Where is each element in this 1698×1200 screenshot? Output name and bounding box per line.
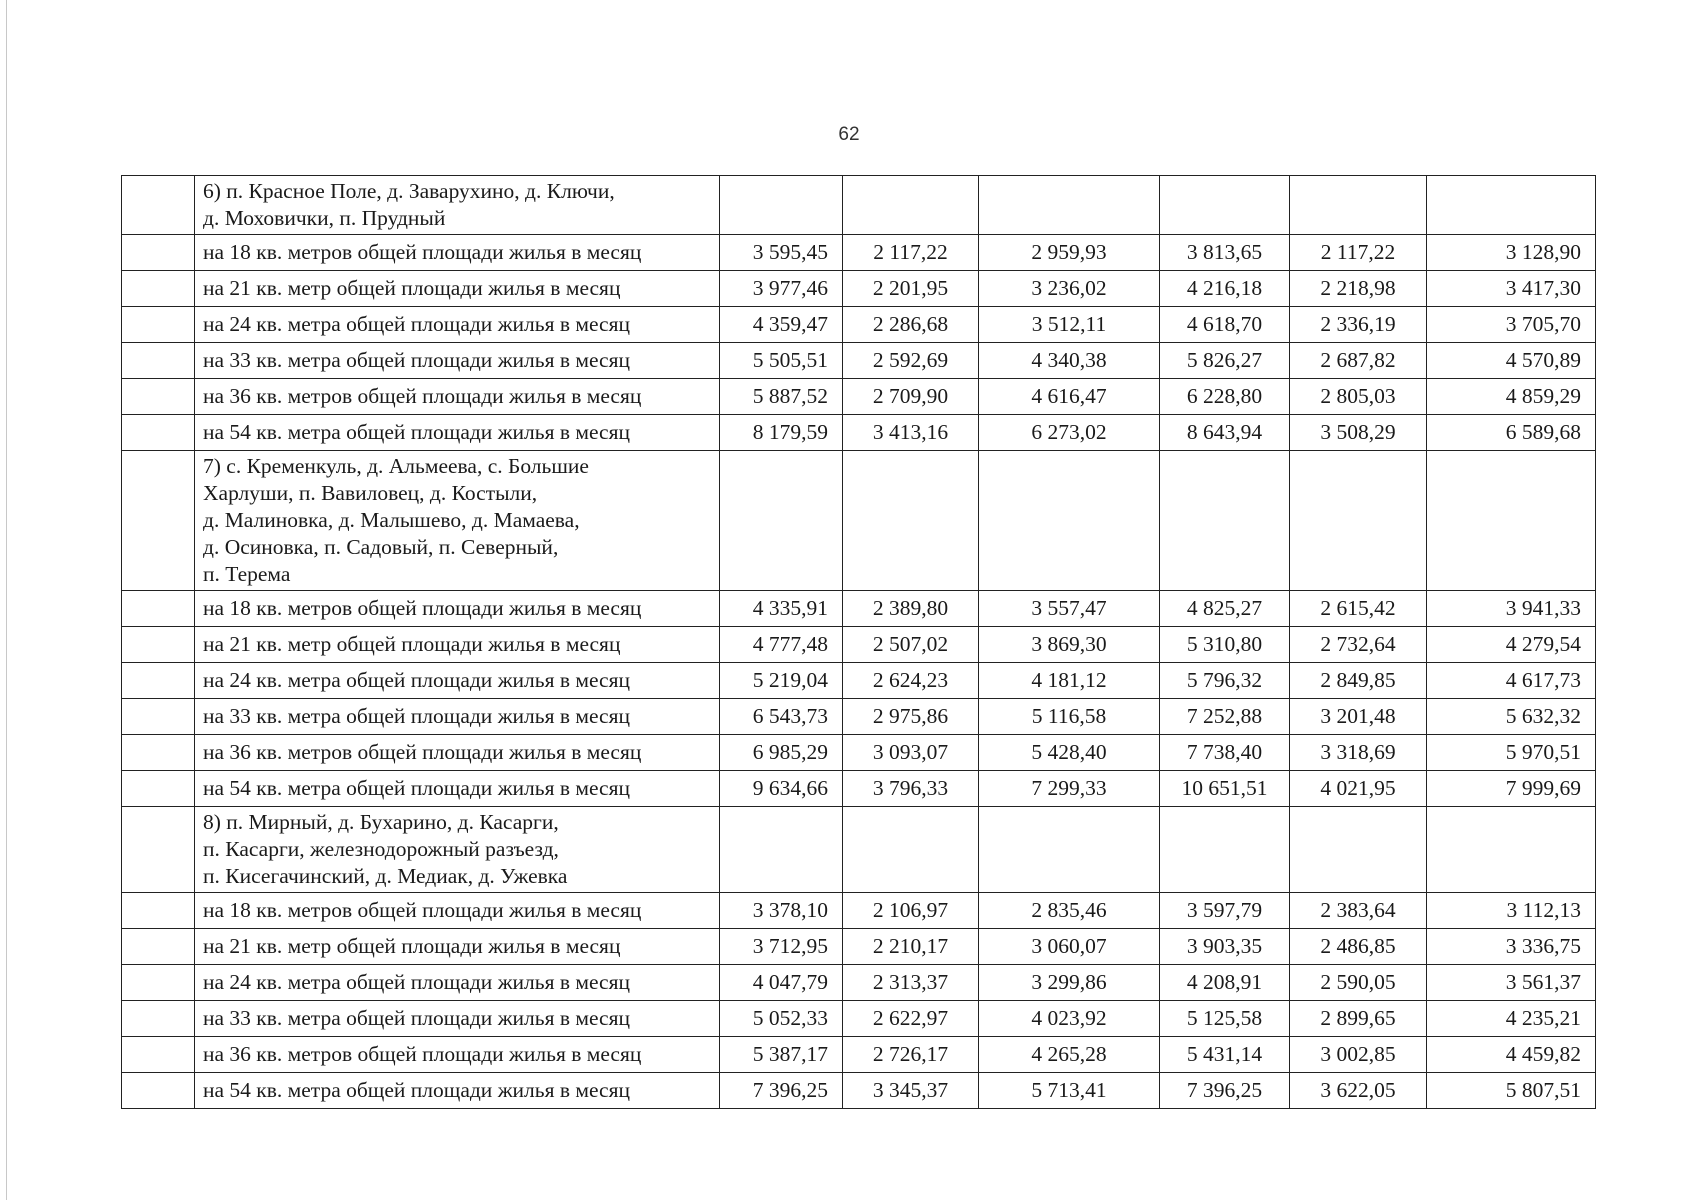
row-label: на 24 кв. метра общей площади жилья в месяц <box>195 965 720 1001</box>
value-cell: 4 359,47 <box>720 307 843 343</box>
value-cell: 4 023,92 <box>979 1001 1160 1037</box>
table-row <box>122 929 1596 965</box>
value-cell: 3 595,45 <box>720 235 843 271</box>
blank-cell <box>122 591 195 627</box>
row-label: на 54 кв. метра общей площади жилья в месяц <box>195 771 720 807</box>
empty-value-cell <box>1290 176 1427 235</box>
value-cell: 5 125,58 <box>1160 1001 1290 1037</box>
empty-value-cell <box>843 807 979 893</box>
value-cell: 2 117,22 <box>843 235 979 271</box>
value-cell: 4 335,91 <box>720 591 843 627</box>
value-cell: 7 299,33 <box>979 771 1160 807</box>
value-cell: 3 813,65 <box>1160 235 1290 271</box>
blank-cell <box>122 627 195 663</box>
value-cell: 7 396,25 <box>720 1073 843 1109</box>
blank-cell <box>122 343 195 379</box>
value-cell: 4 617,73 <box>1427 663 1596 699</box>
value-cell: 6 985,29 <box>720 735 843 771</box>
group-heading-row <box>122 451 1596 591</box>
value-cell: 2 286,68 <box>843 307 979 343</box>
value-cell: 3 869,30 <box>979 627 1160 663</box>
value-cell: 3 336,75 <box>1427 929 1596 965</box>
empty-value-cell <box>1290 451 1427 591</box>
empty-value-cell <box>720 176 843 235</box>
empty-value-cell <box>843 176 979 235</box>
group-heading-line: п. Кисегачинский, д. Медиак, д. Ужевка <box>203 864 568 888</box>
value-cell: 2 726,17 <box>843 1037 979 1073</box>
value-cell: 3 318,69 <box>1290 735 1427 771</box>
row-label: на 21 кв. метр общей площади жилья в месяц <box>195 929 720 965</box>
value-cell: 2 615,42 <box>1290 591 1427 627</box>
blank-cell <box>122 451 195 591</box>
group-heading-line: д. Осиновка, п. Садовый, п. Северный, <box>203 535 559 559</box>
table-row <box>122 415 1596 451</box>
value-cell: 2 687,82 <box>1290 343 1427 379</box>
table-row <box>122 771 1596 807</box>
value-cell: 3 093,07 <box>843 735 979 771</box>
group-heading-line: д. Моховички, п. Прудный <box>203 206 446 230</box>
value-cell: 3 622,05 <box>1290 1073 1427 1109</box>
value-cell: 3 002,85 <box>1290 1037 1427 1073</box>
blank-cell <box>122 235 195 271</box>
value-cell: 7 396,25 <box>1160 1073 1290 1109</box>
empty-value-cell <box>1160 176 1290 235</box>
group-heading-line: д. Малиновка, д. Малышево, д. Мамаева, <box>203 508 580 532</box>
table-row <box>122 627 1596 663</box>
value-cell: 3 201,48 <box>1290 699 1427 735</box>
tariff-table <box>121 175 1596 1109</box>
value-cell: 3 941,33 <box>1427 591 1596 627</box>
empty-value-cell <box>1160 807 1290 893</box>
page-number: 62 <box>838 124 860 145</box>
value-cell: 3 508,29 <box>1290 415 1427 451</box>
table-row <box>122 307 1596 343</box>
value-cell: 3 417,30 <box>1427 271 1596 307</box>
group-heading <box>195 176 720 235</box>
table-row <box>122 379 1596 415</box>
value-cell: 3 060,07 <box>979 929 1160 965</box>
value-cell: 2 899,65 <box>1290 1001 1427 1037</box>
blank-cell <box>122 1001 195 1037</box>
value-cell: 6 228,80 <box>1160 379 1290 415</box>
value-cell: 5 505,51 <box>720 343 843 379</box>
empty-value-cell <box>1427 176 1596 235</box>
value-cell: 5 970,51 <box>1427 735 1596 771</box>
blank-cell <box>122 663 195 699</box>
value-cell: 5 052,33 <box>720 1001 843 1037</box>
table-row <box>122 271 1596 307</box>
value-cell: 2 805,03 <box>1290 379 1427 415</box>
table-row <box>122 1037 1596 1073</box>
blank-cell <box>122 176 195 235</box>
table-body <box>122 176 1596 1109</box>
value-cell: 5 826,27 <box>1160 343 1290 379</box>
value-cell: 5 887,52 <box>720 379 843 415</box>
value-cell: 3 413,16 <box>843 415 979 451</box>
blank-cell <box>122 929 195 965</box>
value-cell: 5 632,32 <box>1427 699 1596 735</box>
blank-cell <box>122 699 195 735</box>
table-row <box>122 343 1596 379</box>
blank-cell <box>122 379 195 415</box>
row-label: на 24 кв. метра общей площади жилья в месяц <box>195 663 720 699</box>
table-row <box>122 1073 1596 1109</box>
value-cell: 2 709,90 <box>843 379 979 415</box>
blank-cell <box>122 271 195 307</box>
value-cell: 4 859,29 <box>1427 379 1596 415</box>
value-cell: 3 299,86 <box>979 965 1160 1001</box>
empty-value-cell <box>1427 807 1596 893</box>
value-cell: 3 561,37 <box>1427 965 1596 1001</box>
group-heading-row <box>122 807 1596 893</box>
row-label: на 36 кв. метров общей площади жилья в месяц <box>195 735 720 771</box>
value-cell: 7 252,88 <box>1160 699 1290 735</box>
row-label: на 54 кв. метра общей площади жилья в месяц <box>195 1073 720 1109</box>
table-row <box>122 591 1596 627</box>
value-cell: 8 179,59 <box>720 415 843 451</box>
row-label: на 33 кв. метра общей площади жилья в месяц <box>195 1001 720 1037</box>
group-heading <box>195 807 720 893</box>
row-label: на 54 кв. метра общей площади жилья в месяц <box>195 415 720 451</box>
table-row <box>122 735 1596 771</box>
value-cell: 2 336,19 <box>1290 307 1427 343</box>
value-cell: 5 387,17 <box>720 1037 843 1073</box>
table-row <box>122 699 1596 735</box>
value-cell: 3 597,79 <box>1160 893 1290 929</box>
value-cell: 2 732,64 <box>1290 627 1427 663</box>
empty-value-cell <box>720 807 843 893</box>
value-cell: 3 705,70 <box>1427 307 1596 343</box>
blank-cell <box>122 893 195 929</box>
value-cell: 4 340,38 <box>979 343 1160 379</box>
value-cell: 3 977,46 <box>720 271 843 307</box>
row-label: на 33 кв. метра общей площади жилья в месяц <box>195 699 720 735</box>
value-cell: 5 310,80 <box>1160 627 1290 663</box>
row-label: на 21 кв. метр общей площади жилья в месяц <box>195 627 720 663</box>
value-cell: 3 712,95 <box>720 929 843 965</box>
empty-value-cell <box>1427 451 1596 591</box>
value-cell: 4 618,70 <box>1160 307 1290 343</box>
value-cell: 2 389,80 <box>843 591 979 627</box>
value-cell: 4 181,12 <box>979 663 1160 699</box>
value-cell: 4 777,48 <box>720 627 843 663</box>
value-cell: 2 201,95 <box>843 271 979 307</box>
value-cell: 2 210,17 <box>843 929 979 965</box>
table-row <box>122 663 1596 699</box>
table-row <box>122 893 1596 929</box>
value-cell: 6 589,68 <box>1427 415 1596 451</box>
value-cell: 2 486,85 <box>1290 929 1427 965</box>
row-label: на 36 кв. метров общей площади жилья в месяц <box>195 1037 720 1073</box>
value-cell: 2 959,93 <box>979 235 1160 271</box>
row-label: на 21 кв. метр общей площади жилья в месяц <box>195 271 720 307</box>
row-label: на 33 кв. метра общей площади жилья в месяц <box>195 343 720 379</box>
value-cell: 10 651,51 <box>1160 771 1290 807</box>
value-cell: 4 279,54 <box>1427 627 1596 663</box>
group-heading-line: 8) п. Мирный, д. Бухарино, д. Касарги, <box>203 810 559 834</box>
blank-cell <box>122 771 195 807</box>
value-cell: 2 624,23 <box>843 663 979 699</box>
value-cell: 3 128,90 <box>1427 235 1596 271</box>
value-cell: 5 219,04 <box>720 663 843 699</box>
blank-cell <box>122 415 195 451</box>
value-cell: 2 383,64 <box>1290 893 1427 929</box>
value-cell: 9 634,66 <box>720 771 843 807</box>
value-cell: 2 849,85 <box>1290 663 1427 699</box>
value-cell: 2 622,97 <box>843 1001 979 1037</box>
value-cell: 4 265,28 <box>979 1037 1160 1073</box>
value-cell: 2 313,37 <box>843 965 979 1001</box>
row-label: на 18 кв. метров общей площади жилья в месяц <box>195 235 720 271</box>
row-label: на 18 кв. метров общей площади жилья в месяц <box>195 893 720 929</box>
group-heading-line: 6) п. Красное Поле, д. Заварухино, д. Ключи, <box>203 179 615 203</box>
value-cell: 3 557,47 <box>979 591 1160 627</box>
value-cell: 6 543,73 <box>720 699 843 735</box>
blank-cell <box>122 307 195 343</box>
value-cell: 2 975,86 <box>843 699 979 735</box>
value-cell: 4 235,21 <box>1427 1001 1596 1037</box>
value-cell: 4 825,27 <box>1160 591 1290 627</box>
blank-cell <box>122 965 195 1001</box>
value-cell: 3 345,37 <box>843 1073 979 1109</box>
value-cell: 4 216,18 <box>1160 271 1290 307</box>
value-cell: 2 106,97 <box>843 893 979 929</box>
value-cell: 3 903,35 <box>1160 929 1290 965</box>
value-cell: 4 616,47 <box>979 379 1160 415</box>
value-cell: 7 738,40 <box>1160 735 1290 771</box>
value-cell: 2 117,22 <box>1290 235 1427 271</box>
value-cell: 5 713,41 <box>979 1073 1160 1109</box>
value-cell: 4 047,79 <box>720 965 843 1001</box>
value-cell: 5 807,51 <box>1427 1073 1596 1109</box>
value-cell: 4 570,89 <box>1427 343 1596 379</box>
empty-value-cell <box>720 451 843 591</box>
blank-cell <box>122 1037 195 1073</box>
row-label: на 24 кв. метра общей площади жилья в месяц <box>195 307 720 343</box>
empty-value-cell <box>843 451 979 591</box>
value-cell: 3 796,33 <box>843 771 979 807</box>
group-heading-line: п. Терема <box>203 562 291 586</box>
scan-margin-line <box>6 0 7 1200</box>
value-cell: 6 273,02 <box>979 415 1160 451</box>
value-cell: 3 378,10 <box>720 893 843 929</box>
empty-value-cell <box>979 451 1160 591</box>
empty-value-cell <box>979 807 1160 893</box>
value-cell: 7 999,69 <box>1427 771 1596 807</box>
group-heading-line: Харлуши, п. Вавиловец, д. Костыли, <box>203 481 538 505</box>
value-cell: 5 116,58 <box>979 699 1160 735</box>
blank-cell <box>122 807 195 893</box>
empty-value-cell <box>1290 807 1427 893</box>
value-cell: 2 592,69 <box>843 343 979 379</box>
value-cell: 2 590,05 <box>1290 965 1427 1001</box>
empty-value-cell <box>979 176 1160 235</box>
value-cell: 2 835,46 <box>979 893 1160 929</box>
table-row <box>122 965 1596 1001</box>
value-cell: 2 218,98 <box>1290 271 1427 307</box>
table-row <box>122 235 1596 271</box>
value-cell: 5 428,40 <box>979 735 1160 771</box>
value-cell: 4 021,95 <box>1290 771 1427 807</box>
row-label: на 18 кв. метров общей площади жилья в месяц <box>195 591 720 627</box>
value-cell: 5 796,32 <box>1160 663 1290 699</box>
value-cell: 5 431,14 <box>1160 1037 1290 1073</box>
blank-cell <box>122 735 195 771</box>
group-heading-line: 7) с. Кременкуль, д. Альмеева, с. Большие <box>203 454 589 478</box>
value-cell: 3 512,11 <box>979 307 1160 343</box>
table-row <box>122 1001 1596 1037</box>
group-heading-line: п. Касарги, железнодорожный разъезд, <box>203 837 559 861</box>
empty-value-cell <box>1160 451 1290 591</box>
value-cell: 4 459,82 <box>1427 1037 1596 1073</box>
value-cell: 8 643,94 <box>1160 415 1290 451</box>
group-heading <box>195 451 720 591</box>
value-cell: 3 236,02 <box>979 271 1160 307</box>
value-cell: 3 112,13 <box>1427 893 1596 929</box>
row-label: на 36 кв. метров общей площади жилья в месяц <box>195 379 720 415</box>
value-cell: 4 208,91 <box>1160 965 1290 1001</box>
group-heading-row <box>122 176 1596 235</box>
blank-cell <box>122 1073 195 1109</box>
value-cell: 2 507,02 <box>843 627 979 663</box>
